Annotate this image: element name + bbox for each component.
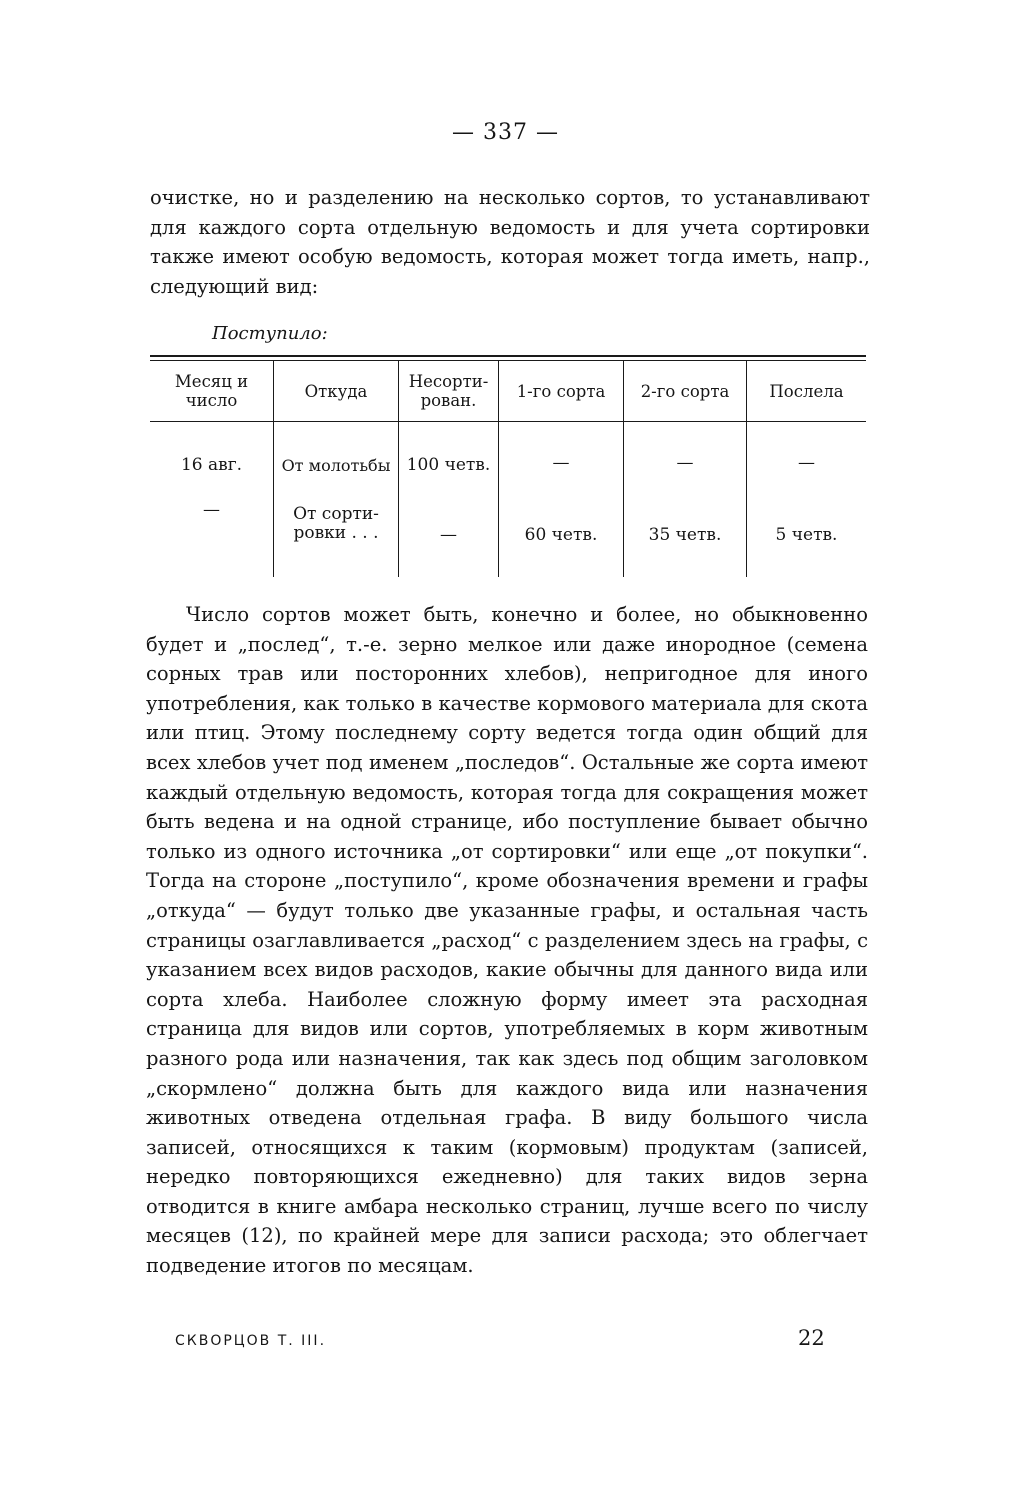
table-cell: От сорти- ровки . . . (293, 504, 379, 543)
table-cell: 60 четв. (524, 525, 598, 545)
table-top-rule (150, 355, 866, 357)
page-number: — 337 — (452, 120, 559, 145)
body-paragraph: Число сортов может быть, конечно и более, но обыкновенно будет и „послед“, т.-е. зерно мелкое или даже инородное (семена сорных трав или посторонних хлебов), непригодное для иного употребления, как только в качестве кормового материала для скота или птиц. Этому последнему сорту ведется тогда один общий для всех хлебов учет под именем „последов“. Остальные же сорта имеют каждый отдельную ведомость, которая тогда для сокращения может быть ведена и на одной странице, ибо поступление бывает обычно только из одного источника „от сортировки“ или еще „от покупки“. Тогда на стороне „поступило“, кроме обозначения времени и графы „откуда“ — будут только две указанные графы, и остальная часть страницы озаглавливается „расход“ с разделением здесь на графы, с указанием всех видов расходов, какие обычны для данного вида или сорта хлеба. Наиболее сложную форму имеет эта расходная страница для видов или сортов, употребляемых в корм животным разного рода или назначения, так как здесь под общим заголовком „скормлено“ должна быть для каждого вида или назначения животных отведена отдельная графа. В виду большого числа записей, относящихся к таким (кормовым) продуктам (записей, нередко повторяющихся ежедневно) для таких видов зерна отводится в книге амбара несколько страниц, лучше всего по числу месяцев (12), по крайней мере для записи расхода; это облегчает подведение итогов по месяцам. (146, 603, 868, 1278)
table-cell: От молотьбы (281, 456, 391, 475)
header-source: Откуда (304, 381, 368, 401)
sheet-number: 22 (798, 1326, 825, 1350)
table-header-rule (150, 421, 866, 422)
header-residue: Послела (769, 381, 844, 401)
table-cell: 35 четв. (648, 525, 722, 545)
header-unsorted: Несорти- рован. (408, 372, 489, 410)
table-cell: — (552, 453, 570, 473)
table-cell: 16 авг. (180, 455, 243, 475)
header-second-grade: 2-го сорта (640, 381, 730, 401)
table-cell: — (203, 500, 220, 520)
header-month-date: Месяц и число (174, 372, 249, 410)
table-caption: Поступило: (212, 323, 328, 344)
table-cell: 5 четв. (775, 525, 838, 545)
table-cell: 100 четв. (406, 455, 491, 475)
header-first-grade: 1-го сорта (516, 381, 606, 401)
signature-mark: СКВОРЦОВ Т. III. (175, 1333, 327, 1349)
table-cell: — (676, 453, 694, 473)
table-cell: — (440, 525, 457, 545)
table-cell: — (798, 453, 815, 473)
intro-paragraph: очистке, но и разделению на несколько сортов, то устанавливают для каждого сорта отдельную ведомость и для учета сортировки также имеют особую ведомость, которая может тогда иметь, напр., следующий вид: (150, 186, 870, 298)
ledger-table (150, 355, 866, 577)
